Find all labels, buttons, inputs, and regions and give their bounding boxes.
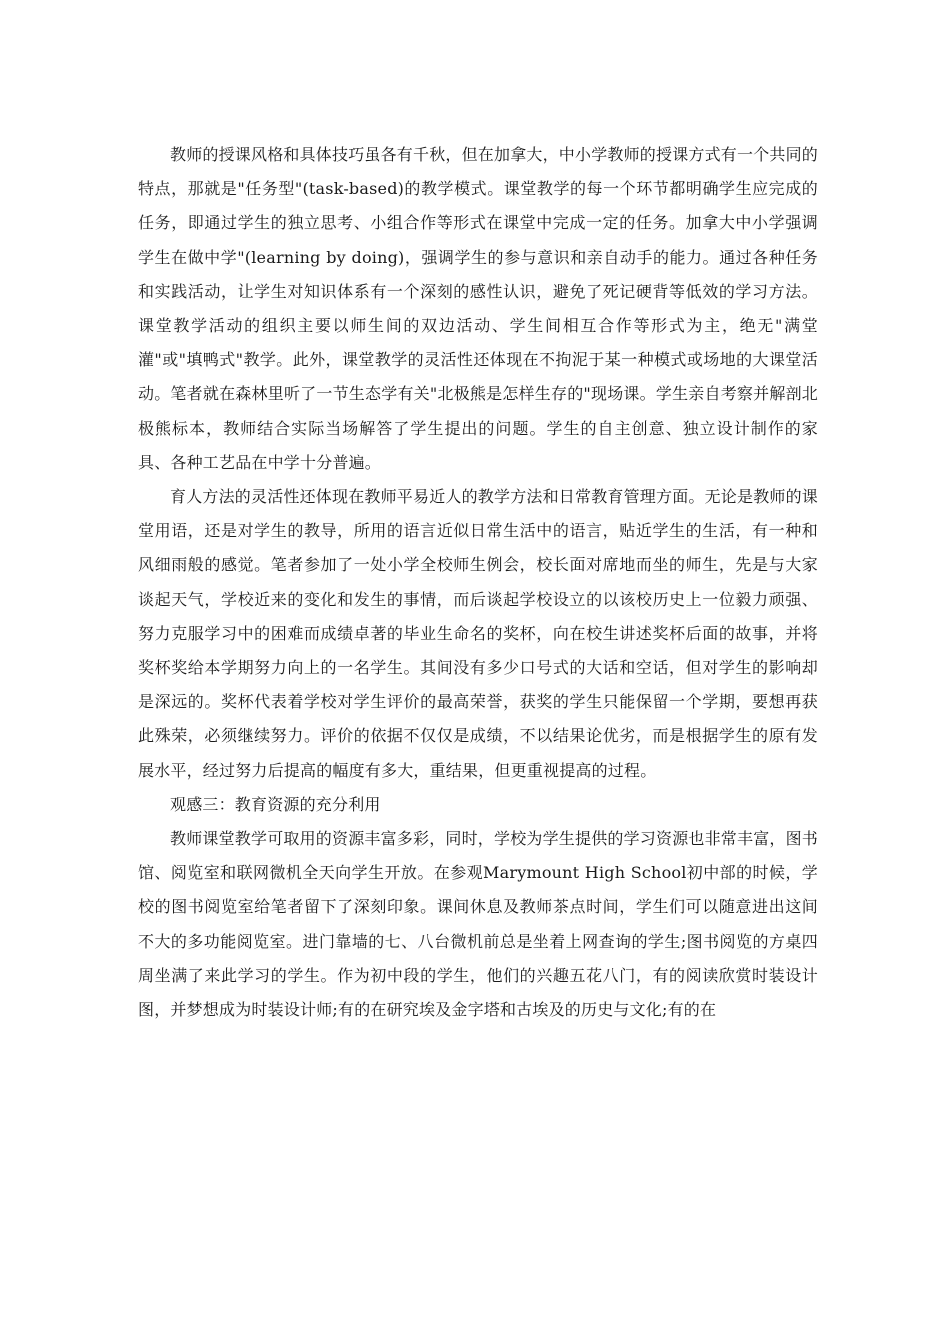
section-heading-resources: 观感三：教育资源的充分利用 — [170, 794, 381, 814]
document-body — [138, 138, 818, 1027]
paragraph-library-resources: 教师课堂教学可取用的资源丰富多彩，同时，学校为学生提供的学习资源也非常丰富，图书馆、阅览室和联网微机全天向学生开放。在参观Marymount High School初中部的时候，学校的图书阅览室给笔者留下了深刻印象。课间休息及教师茶点时间，学生们可以随意进出这间不大的多功能阅览室。进门靠墙的七、八台微机前总是坐着上网查询的学生;图书阅览的方桌四周坐满了来此学习的学生。作为初中段的学生，他们的兴趣五花八门，有的阅读欣赏时装设计图，并梦想成为时装设计师;有的在研究埃及金字塔和古埃及的历史与文化;有的在 — [138, 829, 819, 1020]
paragraph-task-based-teaching: 教师的授课风格和具体技巧虽各有千秋，但在加拿大，中小学教师的授课方式有一个共同的特点，那就是"任务型"(task-based)的教学模式。课堂教学的每一个环节都明确学生应完成的任务，即通过学生的独立思考、小组合作等形式在课堂中完成一定的任务。加拿大中小学强调学生在做中学"(learning by doing)，强调学生的参与意识和亲自动手的能力。通过各种任务和实践活动，让学生对知识体系有一个深刻的感性认识，避免了死记硬背等低效的学习方法。课堂教学活动的组织主要以师生间的双边活动、学生间相互合作等形式为主，绝无"满堂灌"或"填鸭式"教学。此外，课堂教学的灵活性还体现在不拘泥于某一种模式或场地的大课堂活动。笔者就在森林里听了一节生态学有关"北极熊是怎样生存的"现场课。学生亲自考察并解剖北极熊标本，教师结合实际当场解答了学生提出的问题。学生的自主创意、独立设计制作的家具、各种工艺品在中学十分普遍。 — [138, 145, 819, 472]
paragraph-flexible-methods: 育人方法的灵活性还体现在教师平易近人的教学方法和日常教育管理方面。无论是教师的课堂用语，还是对学生的教导，所用的语言近似日常生活中的语言，贴近学生的生活，有一种和风细雨般的感觉。笔者参加了一处小学全校师生例会，校长面对席地而坐的师生，先是与大家谈起天气，学校近来的变化和发生的事情，而后谈起学校设立的以该校历史上一位毅力顽强、努力克服学习中的困难而成绩卓著的毕业生命名的奖杯，向在校生讲述奖杯后面的故事，并将奖杯奖给本学期努力向上的一名学生。其间没有多少口号式的大话和空话，但对学生的影响却是深远的。奖杯代表着学校对学生评价的最高荣誉，获奖的学生只能保留一个学期，要想再获此殊荣，必须继续努力。评价的依据不仅仅是成绩，不以结果论优劣，而是根据学生的原有发展水平，经过努力后提高的幅度有多大，重结果，但更重视提高的过程。 — [138, 487, 819, 780]
